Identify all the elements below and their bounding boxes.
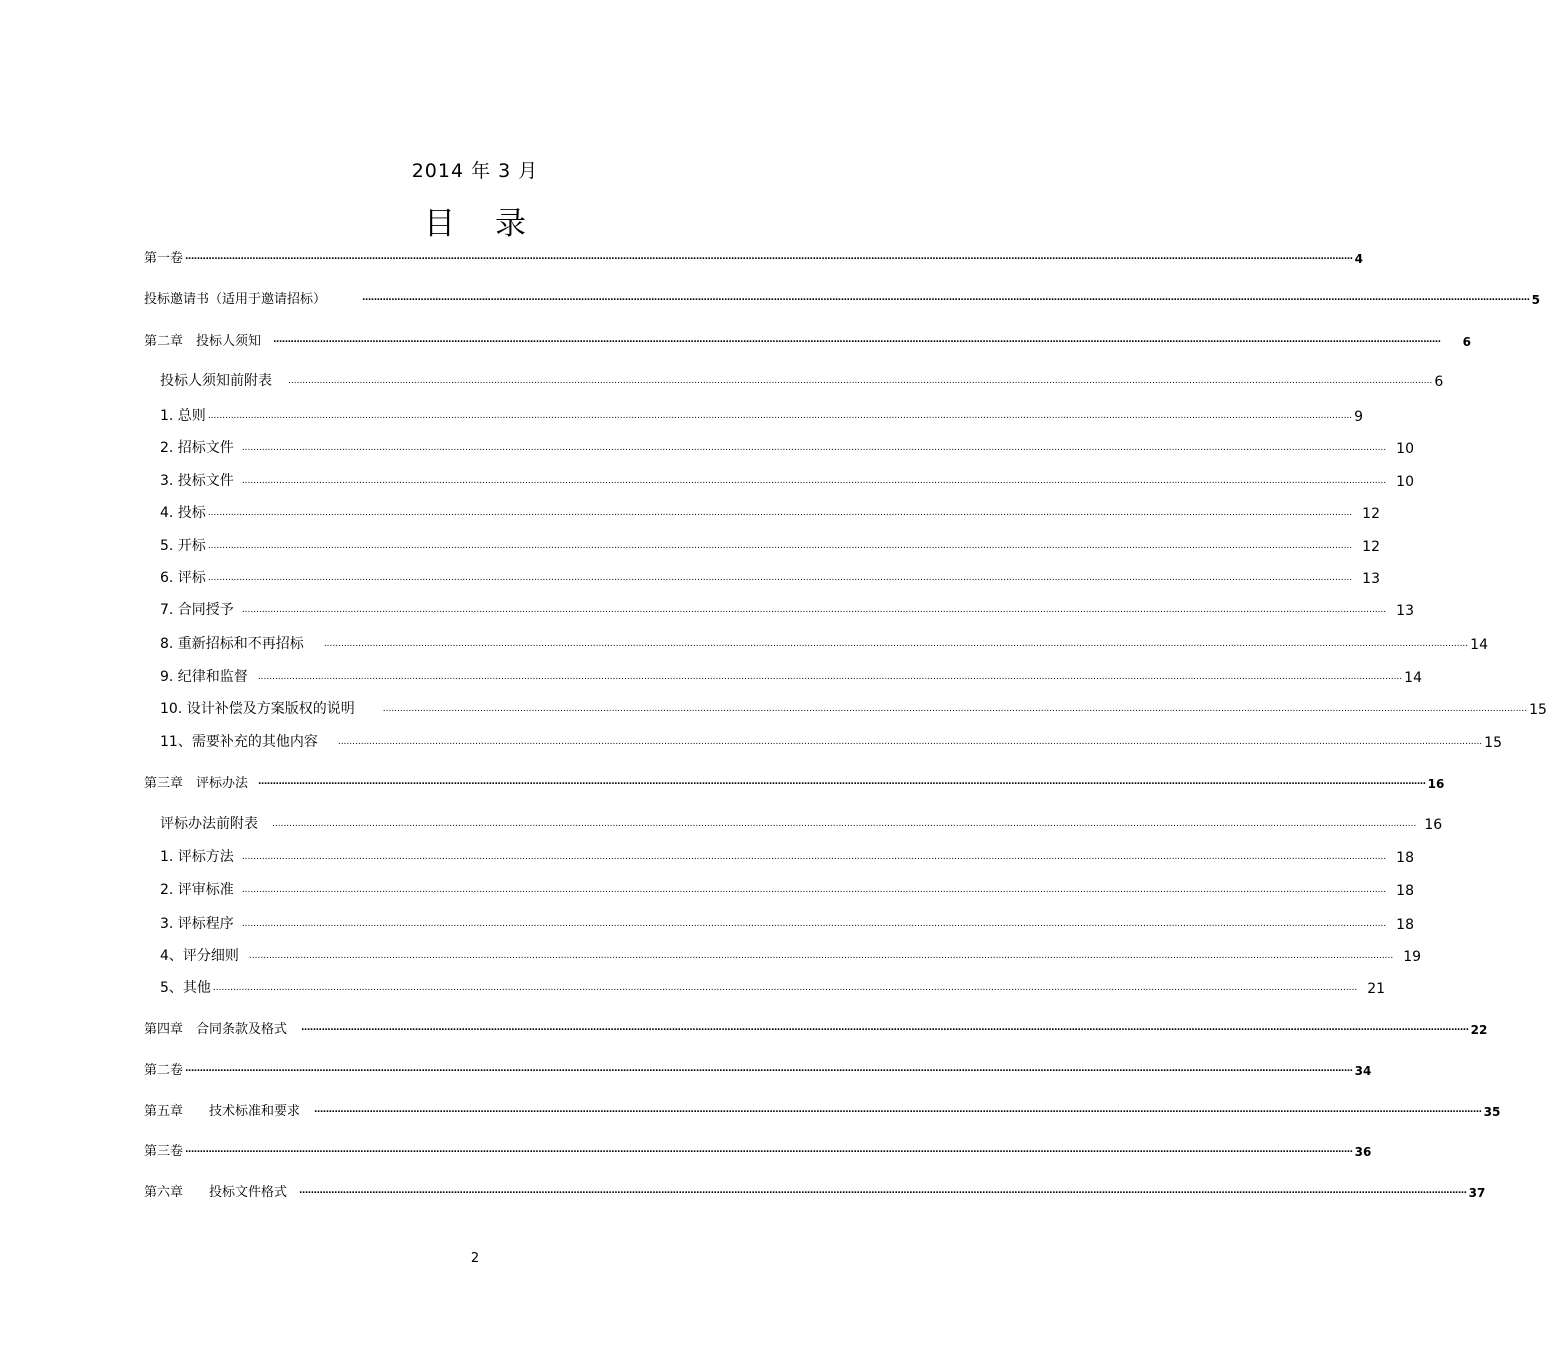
toc-entry[interactable] — [160, 947, 1422, 965]
toc-entry[interactable] — [160, 733, 1502, 751]
toc-entry-page: 21 — [1367, 981, 1386, 997]
toc-entry[interactable] — [160, 504, 1380, 522]
toc-entry-page: 12 — [1362, 506, 1380, 522]
toc-leader: ................................................................................................................................................................................................................................................................................................................................................................................................................ — [241, 443, 1387, 453]
toc-entry-page: 6 — [1462, 335, 1471, 349]
toc-entry[interactable] — [144, 248, 1363, 266]
toc-entry-page: 36 — [1354, 1145, 1372, 1159]
toc-leader: ................................................................................................................................................................................................................................................................................................................................................................................................................ — [207, 411, 1353, 421]
toc-entry-page: 18 — [1396, 883, 1414, 899]
toc-leader: ................................................................................................................................................................................................................................................................................................................................................................................................................ — [314, 1105, 1482, 1115]
toc-entry-label: 9. 纪律和监督 — [160, 669, 248, 685]
toc-leader: ................................................................................................................................................................................................................................................................................................................................................................................................................ — [241, 605, 1387, 615]
toc-entry-page: 35 — [1483, 1105, 1501, 1119]
toc-entry-label: 第三卷 — [144, 1144, 184, 1159]
toc-leader: ................................................................................................................................................................................................................................................................................................................................................................................................................ — [241, 885, 1387, 895]
toc-entry-page: 37 — [1468, 1186, 1486, 1200]
toc-leader: ................................................................................................................................................................................................................................................................................................................................................................................................................ — [362, 293, 1530, 303]
toc-title-char-1: 目 — [424, 206, 455, 242]
toc-entry-page: 10 — [1396, 474, 1414, 490]
toc-entry[interactable] — [160, 537, 1380, 555]
toc-entry-page: 15 — [1529, 702, 1547, 718]
toc-entry[interactable] — [144, 773, 1445, 791]
toc-entry-page: 14 — [1404, 670, 1422, 686]
toc-entry[interactable] — [160, 668, 1422, 686]
toc-entry[interactable] — [160, 815, 1443, 833]
toc-leader: ................................................................................................................................................................................................................................................................................................................................................................................................................ — [337, 737, 1483, 747]
toc-entry-label: 第五章 技术标准和要求 — [144, 1104, 301, 1119]
toc-entry[interactable] — [160, 635, 1488, 653]
toc-entry-label: 8. 重新招标和不再招标 — [160, 636, 304, 652]
toc-entry-label: 投标邀请书（适用于邀请招标） — [144, 292, 327, 307]
toc-leader: ................................................................................................................................................................................................................................................................................................................................................................................................................ — [207, 508, 1353, 518]
toc-entry[interactable] — [160, 569, 1380, 587]
toc-entry-label: 3. 投标文件 — [160, 473, 234, 489]
toc-entry-label: 3. 评标程序 — [160, 916, 234, 932]
toc-entry[interactable] — [160, 915, 1414, 933]
toc-entry[interactable] — [144, 1182, 1486, 1200]
toc-entry-page: 13 — [1362, 571, 1380, 587]
toc-leader: ................................................................................................................................................................................................................................................................................................................................................................................................................ — [212, 983, 1358, 993]
toc-entry[interactable] — [144, 1019, 1488, 1037]
toc-entry-label: 第三章 评标办法 — [144, 776, 249, 791]
toc-entry-page: 13 — [1396, 603, 1414, 619]
toc-entry-label: 6. 评标 — [160, 570, 206, 586]
toc-entry-label: 7. 合同授予 — [160, 602, 234, 618]
toc-entry-label: 1. 评标方法 — [160, 849, 234, 865]
toc-leader: ................................................................................................................................................................................................................................................................................................................................................................................................................ — [301, 1023, 1469, 1033]
toc-entry-label: 10. 设计补偿及方案版权的说明 — [160, 701, 355, 717]
toc-leader: ................................................................................................................................................................................................................................................................................................................................................................................................................ — [273, 335, 1441, 345]
document-date: 2014 年 3 月 — [411, 160, 539, 182]
toc-entry-label: 5、其他 — [160, 980, 211, 996]
toc-entry[interactable] — [144, 331, 1471, 349]
toc-entry-label: 4、评分细则 — [160, 948, 239, 964]
toc-entry-label: 4. 投标 — [160, 505, 206, 521]
toc-leader: ................................................................................................................................................................................................................................................................................................................................................................................................................ — [207, 573, 1353, 583]
toc-entry-page: 18 — [1396, 917, 1414, 933]
toc-entry-page: 4 — [1354, 252, 1363, 266]
toc-entry-label: 第四章 合同条款及格式 — [144, 1022, 288, 1037]
toc-entry-page: 34 — [1354, 1064, 1372, 1078]
toc-leader: ................................................................................................................................................................................................................................................................................................................................................................................................................ — [241, 476, 1387, 486]
toc-entry[interactable] — [160, 407, 1364, 425]
toc-leader: ................................................................................................................................................................................................................................................................................................................................................................................................................ — [288, 376, 1433, 386]
toc-entry-label: 5. 开标 — [160, 538, 206, 554]
toc-entry-page: 9 — [1354, 409, 1364, 425]
toc-entry-page: 12 — [1362, 539, 1380, 555]
toc-entry-label: 2. 招标文件 — [160, 440, 234, 456]
toc-leader: ................................................................................................................................................................................................................................................................................................................................................................................................................ — [299, 1186, 1467, 1196]
toc-entry[interactable] — [160, 439, 1414, 457]
toc-leader: ................................................................................................................................................................................................................................................................................................................................................................................................................ — [323, 639, 1469, 649]
toc-entry-page: 22 — [1470, 1023, 1488, 1037]
toc-leader: ................................................................................................................................................................................................................................................................................................................................................................................................................ — [241, 852, 1387, 862]
toc-leader: ................................................................................................................................................................................................................................................................................................................................................................................................................ — [248, 951, 1394, 961]
toc-leader: ................................................................................................................................................................................................................................................................................................................................................................................................................ — [207, 541, 1353, 551]
toc-leader: ................................................................................................................................................................................................................................................................................................................................................................................................................ — [272, 819, 1417, 829]
toc-entry-label: 评标办法前附表 — [160, 816, 258, 832]
toc-entry-page: 14 — [1470, 637, 1488, 653]
toc-entry-page: 15 — [1484, 735, 1502, 751]
page-number: 2 — [470, 1251, 480, 1266]
toc-entry-page: 10 — [1396, 441, 1414, 457]
toc-entry-page: 16 — [1427, 777, 1445, 791]
toc-entry[interactable] — [160, 601, 1414, 619]
toc-entry[interactable] — [144, 1101, 1501, 1119]
toc-entry-label: 第二卷 — [144, 1063, 184, 1078]
toc-entry-page: 18 — [1396, 850, 1414, 866]
toc-entry[interactable] — [160, 848, 1414, 866]
toc-entry-page: 19 — [1403, 949, 1422, 965]
toc-entry[interactable] — [160, 979, 1386, 997]
toc-entry[interactable] — [144, 289, 1540, 307]
toc-entry-label: 第一卷 — [144, 251, 184, 266]
toc-entry-label: 11、需要补充的其他内容 — [160, 734, 318, 750]
toc-entry[interactable] — [160, 372, 1444, 390]
toc-leader: ................................................................................................................................................................................................................................................................................................................................................................................................................ — [241, 919, 1387, 929]
toc-entry-label: 2. 评审标准 — [160, 882, 234, 898]
toc-entry-page: 6 — [1434, 374, 1444, 390]
toc-entry-label: 投标人须知前附表 — [160, 373, 272, 389]
toc-leader: ................................................................................................................................................................................................................................................................................................................................................................................................................ — [185, 1145, 1353, 1155]
toc-leader: ................................................................................................................................................................................................................................................................................................................................................................................................................ — [185, 252, 1353, 262]
toc-leader: ................................................................................................................................................................................................................................................................................................................................................................................................................ — [382, 704, 1528, 714]
toc-entry[interactable] — [144, 1060, 1372, 1078]
toc-leader: ................................................................................................................................................................................................................................................................................................................................................................................................................ — [258, 777, 1426, 787]
toc-entry-page: 16 — [1424, 817, 1443, 833]
toc-entry[interactable] — [160, 700, 1547, 718]
toc-entry-label: 1. 总则 — [160, 408, 206, 424]
toc-title-char-2: 录 — [495, 206, 526, 242]
toc-entry[interactable] — [160, 472, 1414, 490]
toc-entry[interactable] — [144, 1141, 1372, 1159]
toc-entry[interactable] — [160, 881, 1414, 899]
toc-entry-label: 第二章 投标人须知 — [144, 334, 262, 349]
toc-leader: ................................................................................................................................................................................................................................................................................................................................................................................................................ — [257, 672, 1403, 682]
toc-entry-label: 第六章 投标文件格式 — [144, 1185, 288, 1200]
toc-entry-page: 5 — [1531, 293, 1540, 307]
toc-leader: ................................................................................................................................................................................................................................................................................................................................................................................................................ — [185, 1064, 1353, 1074]
